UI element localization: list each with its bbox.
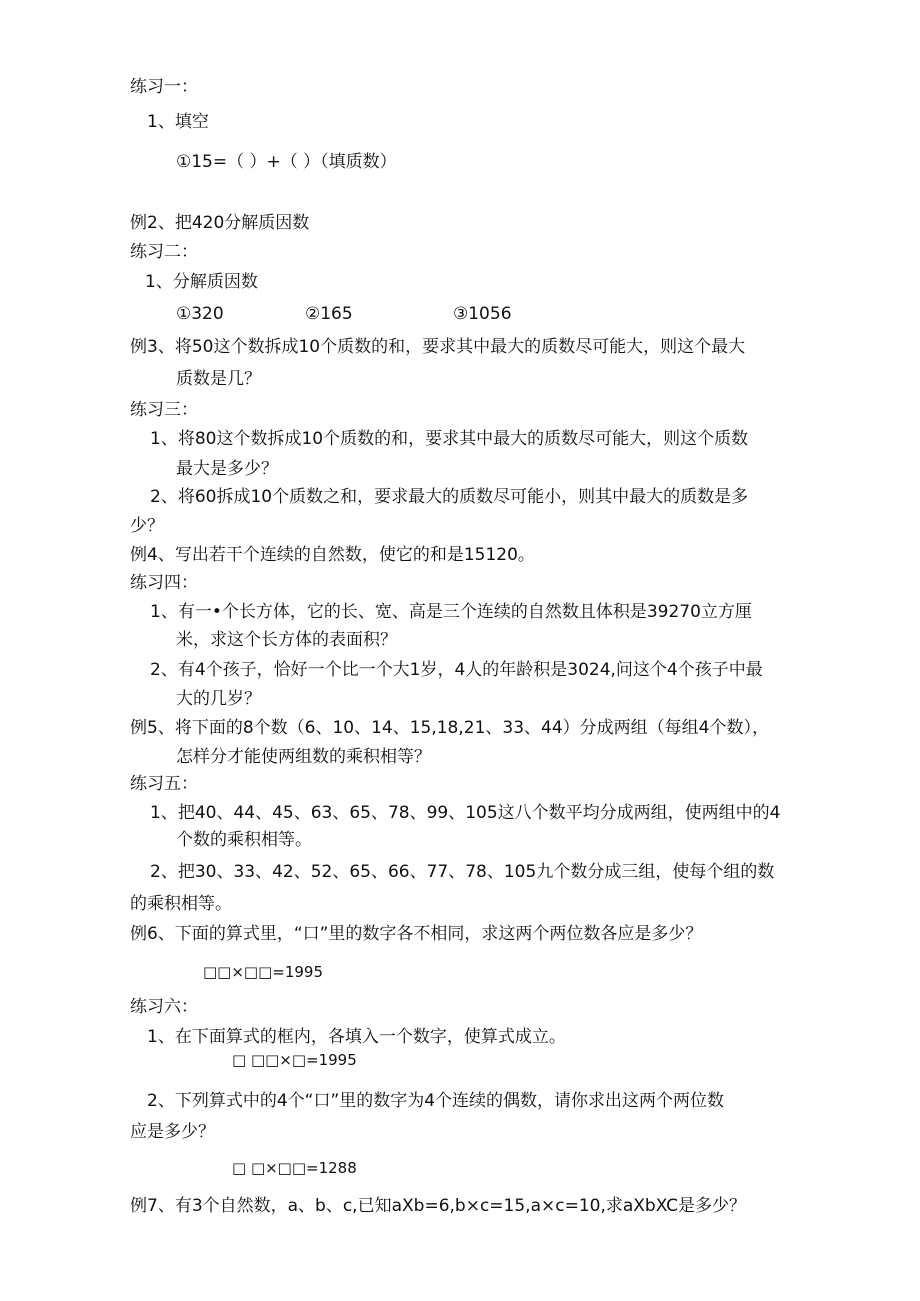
exercise-4-q2-line1: 2、有4个孩子，恰好一个比一个大1岁，4人的年龄积是3024,问这个4个孩子中最 [150, 660, 763, 680]
exercise-2-heading: 练习二： [130, 242, 198, 262]
exercise-3-heading: 练习三： [130, 400, 198, 420]
exercise-2-q1: 1、分解质因数 [145, 272, 258, 292]
exercise-6-q2-line1: 2、下列算式中的4个“口”里的数字为4个连续的偶数，请你求出这两个两位数 [147, 1091, 725, 1111]
exercise-6-heading: 练习六： [130, 997, 198, 1017]
exercise-1-heading: 练习一： [130, 77, 198, 97]
exercise-1-q1: 1、填空 [147, 112, 209, 132]
exercise-2-item-b: ②165 [305, 304, 353, 324]
exercise-3-q2-line1: 2、将60拆成10个质数之和，要求最大的质数尽可能小，则其中最大的质数是多 [150, 487, 749, 507]
exercise-4-q2-line2: 大的几岁？ [176, 689, 261, 709]
exercise-6-q2-equation: □ □×□□=1288 [232, 1159, 357, 1177]
exercise-4-q1-line2: 米，求这个长方体的表面积？ [176, 630, 397, 650]
exercise-5-q1-line2: 个数的乘积相等。 [176, 830, 312, 850]
exercise-1-q1-item: ①15=（ ）+（ ）（填质数） [176, 152, 397, 172]
exercise-5-q2-line2: 的乘积相等。 [130, 894, 232, 914]
exercise-6-q1-equation: □ □□×□=1995 [232, 1051, 357, 1069]
example-6-equation: □□×□□=1995 [203, 963, 323, 981]
example-5-line2: 怎样分才能使两组数的乘积相等？ [176, 747, 431, 767]
exercise-6-q2-line2: 应是多少？ [130, 1122, 215, 1142]
example-2: 例2、把420分解质因数 [130, 213, 310, 233]
exercise-5-heading: 练习五： [130, 774, 198, 794]
exercise-4-heading: 练习四： [130, 573, 198, 593]
example-6: 例6、下面的算式里，“口”里的数字各不相同，求这两个两位数各应是多少？ [130, 924, 703, 944]
exercise-3-q1-line1: 1、将80这个数拆成10个质数的和，要求其中最大的质数尽可能大，则这个质数 [150, 429, 749, 449]
exercise-3-q1-line2: 最大是多少？ [176, 459, 278, 479]
exercise-2-item-a: ①320 [176, 304, 224, 324]
exercise-5-q2-line1: 2、把30、33、42、52、65、66、77、78、105九个数分成三组，使每个组的数 [150, 862, 775, 882]
exercise-5-q1-line1: 1、把40、44、45、63、65、78、99、105这八个数平均分成两组，使两组中的4 [150, 803, 781, 823]
example-5-line1: 例5、将下面的8个数（6、10、14、15,18,21、33、44）分成两组（每组4个数）， [130, 718, 769, 738]
example-3-line2: 质数是几？ [176, 369, 261, 389]
exercise-4-q1-line1: 1、有一•个长方体，它的长、宽、高是三个连续的自然数且体积是39270立方厘 [150, 602, 752, 622]
example-4: 例4、写出若干个连续的自然数，使它的和是15120。 [130, 545, 535, 565]
exercise-2-item-c: ③1056 [453, 304, 512, 324]
example-7: 例7、有3个自然数，a、b、c,已知aXb=6,b×c=15,a×c=10,求aXbXC是多少？ [130, 1196, 746, 1216]
example-3-line1: 例3、将50这个数拆成10个质数的和，要求其中最大的质数尽可能大，则这个最大 [130, 337, 746, 357]
exercise-3-q2-line2: 少？ [130, 516, 164, 536]
exercise-6-q1: 1、在下面算式的框内，各填入一个数字，使算式成立。 [147, 1027, 566, 1047]
